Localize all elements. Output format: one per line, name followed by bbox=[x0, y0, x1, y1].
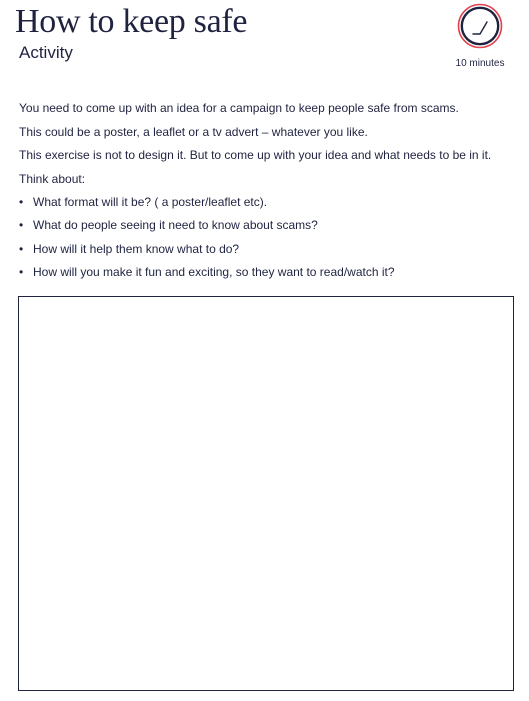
list-item bbox=[19, 195, 514, 211]
think-about-heading: Think about: bbox=[19, 171, 86, 186]
bullet-dot-icon: • bbox=[19, 218, 24, 233]
think-about-list bbox=[19, 195, 514, 280]
list-item-text: How will it help them know what to do? bbox=[33, 241, 240, 256]
list-item-text: What do people seeing it need to know about scams? bbox=[33, 218, 318, 233]
clock-icon bbox=[456, 2, 504, 50]
answer-box[interactable] bbox=[18, 296, 514, 691]
list-item bbox=[19, 218, 514, 234]
timer bbox=[450, 2, 510, 72]
list-item bbox=[19, 265, 514, 281]
list-item bbox=[19, 242, 514, 258]
list-item-text: How will you make it fun and exciting, so they want to read/watch it? bbox=[33, 264, 395, 279]
instruction-paragraph: You need to come up with an idea for a campaign to keep people safe from scams. bbox=[19, 101, 459, 115]
list-item-text: What format will it be? ( a poster/leaflet etc). bbox=[33, 195, 268, 209]
bullet-dot-icon: • bbox=[19, 264, 24, 279]
page-title: How to keep safe bbox=[15, 3, 248, 40]
instruction-paragraph: This could be a poster, a leaflet or a tv advert – whatever you like. bbox=[19, 124, 368, 139]
bullet-dot-icon: • bbox=[19, 241, 24, 256]
instructions bbox=[19, 101, 514, 288]
timer-label: 10 minutes bbox=[455, 58, 505, 69]
instruction-paragraph: This exercise is not to design it. But to come up with your idea and what needs to be in it. bbox=[19, 148, 492, 162]
bullet-dot-icon: • bbox=[19, 195, 24, 209]
page-subtitle: Activity bbox=[19, 43, 73, 62]
